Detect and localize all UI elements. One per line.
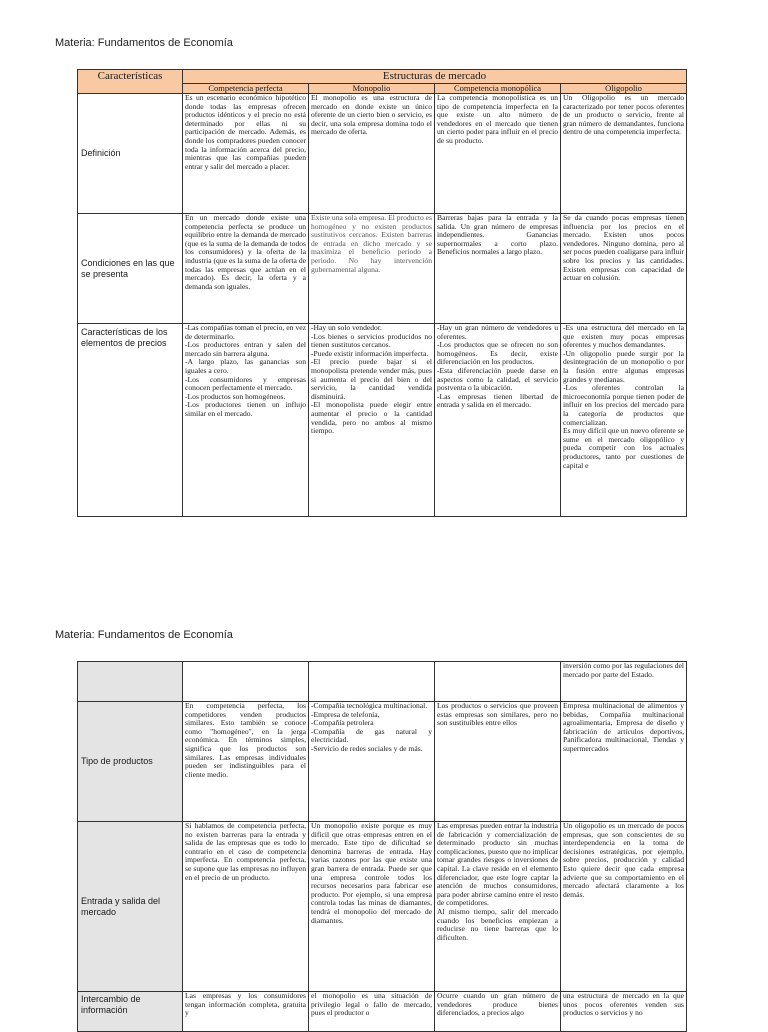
page-header: Materia: Fundamentos de Economía xyxy=(55,629,233,641)
table-cell: -Es una estructura del mercado en la que existen muy pocas empresas oferentes y muchos demandantes. -Un oligopolio puede surgir por la desintegración de un monopolio o por la fusión entre algunas empresas grandes y medianas. -Los oferentes controlan la microeconomía porque tienen poder de influir en los precios del mercado para la categoría de productos que comercializan. Es muy difícil que un nuevo oferente se sume en el mercado oligopólico y pueda competir con los actuales productores, tanto por cuestiones de capital e xyxy=(561,324,687,517)
column-header: Oligopolio xyxy=(561,84,687,94)
table-cell: La competencia monopolística es un tipo de competencia imperfecta en la que existe un alto número de vendedores en el mercado que tienen un cierto poder para influir en el precio de su producto. xyxy=(435,94,561,214)
row-label: Entrada y salida del mercado xyxy=(78,822,183,992)
column-header: Competencia perfecta xyxy=(183,84,309,94)
market-structures-table xyxy=(77,69,687,517)
row-label: Condiciones en las que se presenta xyxy=(78,214,183,324)
table-cell: Las empresas y los consumidores tengan información completa, gratuita y xyxy=(183,992,309,1032)
table-cell xyxy=(183,662,309,702)
table-cell: Es un escenario económico hipotético donde todas las empresas ofrecen productos idénticos y el precio no está determinado por ellas ni su participación de mercado. Además, es donde los compradores pueden conocer toda la información acerca del precio, mientras que las compañías pueden entrar y salir del mercado a placer. xyxy=(183,94,309,214)
row-label xyxy=(78,662,183,702)
table-cell: En competencia perfecta, los competidores venden productos similares. Esto también se conoce como "homogéneo", en la jerga económica. En términos simples, significa que los productos son similares. Las empresas individuales pueden ser indistinguibles para el cliente medio. xyxy=(183,702,309,822)
column-header: Monopolio xyxy=(309,84,435,94)
table-cell: Un oligopolio es un mercado de pocos empresas, que son conscientes de su interdependencia en la toma de decisiones estratégicas, por ejemplo, sobre precios, producción y calidad Esto quiere decir que cada empresa advierte que su comportamiento en el mercado afectará claramente a los demás. xyxy=(561,822,687,992)
table-cell: Los productos o servicios que proveen estas empresas son similares, pero no son sustituibles entre ellos xyxy=(435,702,561,822)
table-cell: Ocurre cuando un gran número de vendedores produce bienes diferenciados, a precios algo xyxy=(435,992,561,1032)
features-header: Características xyxy=(78,70,183,94)
row-label: Intercambio de información xyxy=(78,992,183,1032)
table-cell: Se da cuando pocas empresas tienen influencia por los precios en el mercado. Existen unos pocos vendedores. Ninguno domina, pero al ser pocos pueden coaligarse para influir sobre los precios y las cantidades. Existen empresas con capacidad de actuar en colusión. xyxy=(561,214,687,324)
table-cell: Un Oligopolio es un mercado caracterizado por tener pocos oferentes de un producto o servicio, frente al gran número de demandantes, funciona dentro de una competencia imperfecta. xyxy=(561,94,687,214)
market-structures-table-continued xyxy=(77,661,687,1032)
table-cell: El monopolio es una estructura de mercado en donde existe un único oferente de un cierto bien o servicio, es decir, una sola empresa domina todo el mercado de oferta. xyxy=(309,94,435,214)
table-cell: -Compañía tecnológica multinacional. -Empresa de telefonía, -Compañía petrolera -Compañía de gas natural y electricidad. -Servicio de redes sociales y de más. xyxy=(309,702,435,822)
table-cell xyxy=(309,662,435,702)
table-cell xyxy=(435,662,561,702)
table-cell: -Las compañías toman el precio, en vez de determinarlo. -Los productores entran y salen del mercado sin barrera alguna. -A largo plazo, las ganancias son iguales a cero. -Los consumidores y empresas conocen perfectamente el mercado. -Los productos son homogéneos. -Los productores tienen un influjo similar en el mercado. xyxy=(183,324,309,517)
table-cell: inversión como por las regulaciones del mercado por parte del Estado. xyxy=(561,662,687,702)
table-cell: -Hay un gran número de vendedores u oferentes. -Los productos que se ofrecen no son homogéneos. Es decir, existe diferenciación en los productos. -Esta diferenciación puede darse en aspectos como la calidad, el servicio postventa o la ubicación. -Las empresas tienen libertad de entrada y salida en el mercado. xyxy=(435,324,561,517)
row-label: Características de los elementos de precios xyxy=(78,324,183,517)
table-cell: Empresa multinacional de alimentos y bebidas, Compañía multinacional agroalimentaria, Empresa de diseño y fabricación de artículos deportivos, Panificadora multinacional, Tiendas y supermercados xyxy=(561,702,687,822)
table-cell: Existe una sola empresa. El producto es homogéneo y no existen productos sustitutivos cercanos. Existen barreras de entrada en dicho mercado y se maximiza el beneficio periodo a periodo. No hay intervención gubernamental alguna. xyxy=(309,214,435,324)
table-cell: Las empresas pueden entrar la industria de fabricación y comercialización de determinado producto sin muchas complicaciones, puesto que no implicar tomar grandes riesgos o inversiones de capital. La clave reside en el elemento diferenciador, que este logre captar la atención de muchos consumidores, para poder abrirse camino entre el resto de competidores. Al mismo tiempo, salir del mercado cuando los beneficios empiezan a reducirse no tiene barreras que lo dificulten. xyxy=(435,822,561,992)
table-cell: Barreras bajas para la entrada y la salida. Un gran número de empresas independientes. Ganancias supernormales a corto plazo. Beneficios normales a largo plazo. xyxy=(435,214,561,324)
table-cell: Un monopolio existe porque es muy difícil que otras empresas entren en el mercado. Este tipo de dificultad se denomina barreras de entrada. Hay varias razones por las que existe una gran barrera de entrada. Puede ser que una empresa controle todos los recursos necesarios para fabricar ese producto. Por ejemplo, si una empresa controla todas las minas de diamantes, tendrá el monopolio del mercado de diamantes. xyxy=(309,822,435,992)
row-label: Definición xyxy=(78,94,183,214)
table-cell: una estructura de mercado en la que unos pocos oferentes venden sus productos o servicios y no xyxy=(561,992,687,1032)
row-label: Tipo de productos xyxy=(78,702,183,822)
table-cell: -Hay un solo vendedor. -Los bienes o servicios producidos no tienen sustitutos cercanos. -Puede existir información imperfecta. -El precio puede bajar si el monopolista pretende vender más, pues si aumenta el precio del bien o del servicio, la cantidad vendida disminuirá. -El monopolista puede elegir entre aumentar el precio o la cantidad vendida, pero no ambos al mismo tiempo. xyxy=(309,324,435,517)
table-cell: En un mercado donde existe una competencia perfecta se produce un equilibrio entre la demanda de mercado (que es la suma de la demanda de todos los consumidores) y la oferta de la industria (que es la suma de la oferta de todas las empresas que actúan en el mercado). Es decir, la oferta y a demanda son iguales. xyxy=(183,214,309,324)
table-cell: el monopolio es una situación de privilegio legal o fallo de mercado, pues el productor o xyxy=(309,992,435,1032)
column-header: Competencia monopólica xyxy=(435,84,561,94)
structures-header: Estructuras de mercado xyxy=(183,70,687,84)
table-cell: Si hablamos de competencia perfecta, no existen barreras para la entrada y salida de las empresas que es todo lo contrario en el caso de competencia imperfecta. En competencia perfecta, se supone que las empresas no influyen en el precio de un producto. xyxy=(183,822,309,992)
page-header: Materia: Fundamentos de Economía xyxy=(55,37,233,49)
